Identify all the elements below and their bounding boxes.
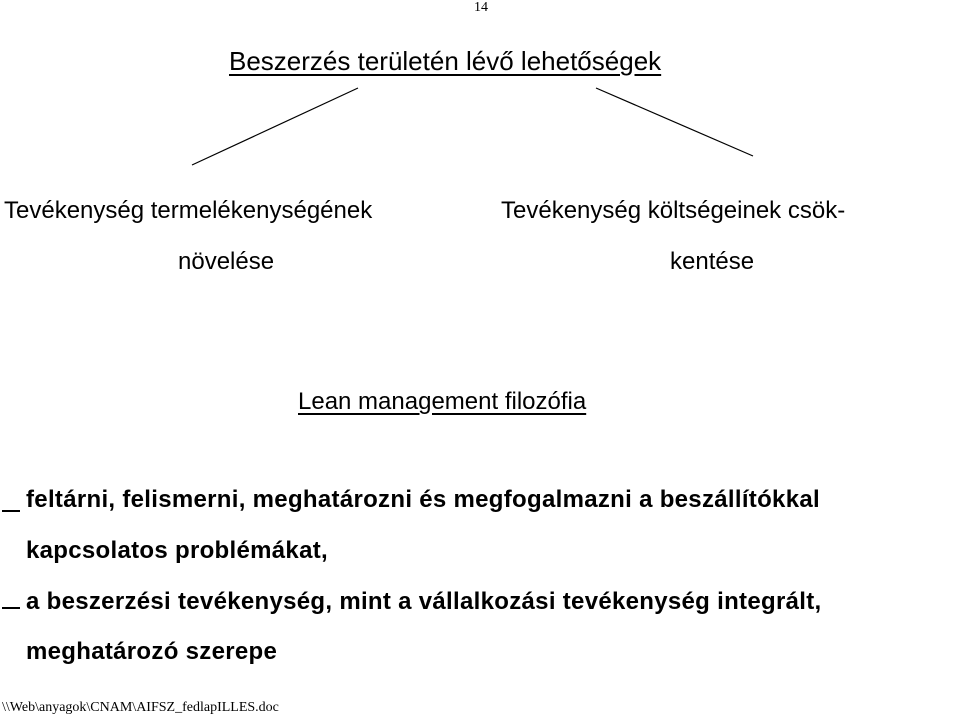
bullet-1-line2: kapcsolatos problémákat, <box>26 537 328 564</box>
page-number: 14 <box>474 0 488 15</box>
right-branch-text-line2: kentése <box>670 248 755 275</box>
left-branch-line <box>192 88 358 165</box>
dash-bullet-icon <box>2 510 20 512</box>
lean-heading: Lean management filozófia <box>298 388 587 415</box>
dash-bullet-icon <box>2 607 20 609</box>
right-branch-line <box>596 88 753 156</box>
left-branch-text-line1: Tevékenység termelékenységének <box>4 197 373 224</box>
left-branch-text-line2: növelése <box>178 248 275 275</box>
right-branch-text-line1: Tevékenység költségeinek csök- <box>501 197 846 224</box>
bullet-2-line2: meghatározó szerepe <box>26 638 278 665</box>
bullet-1-line1: feltárni, felismerni, meghatározni és megfogalmazni a beszállítókkal <box>26 486 820 513</box>
page-title: Beszerzés területén lévő lehetőségek <box>229 46 662 76</box>
footer-file-path: \\Web\anyagok\CNAM\AIFSZ_fedlapILLES.doc <box>2 700 279 715</box>
bullet-2-line1: a beszerzési tevékenység, mint a vállalkozási tevékenység integrált, <box>26 588 822 615</box>
